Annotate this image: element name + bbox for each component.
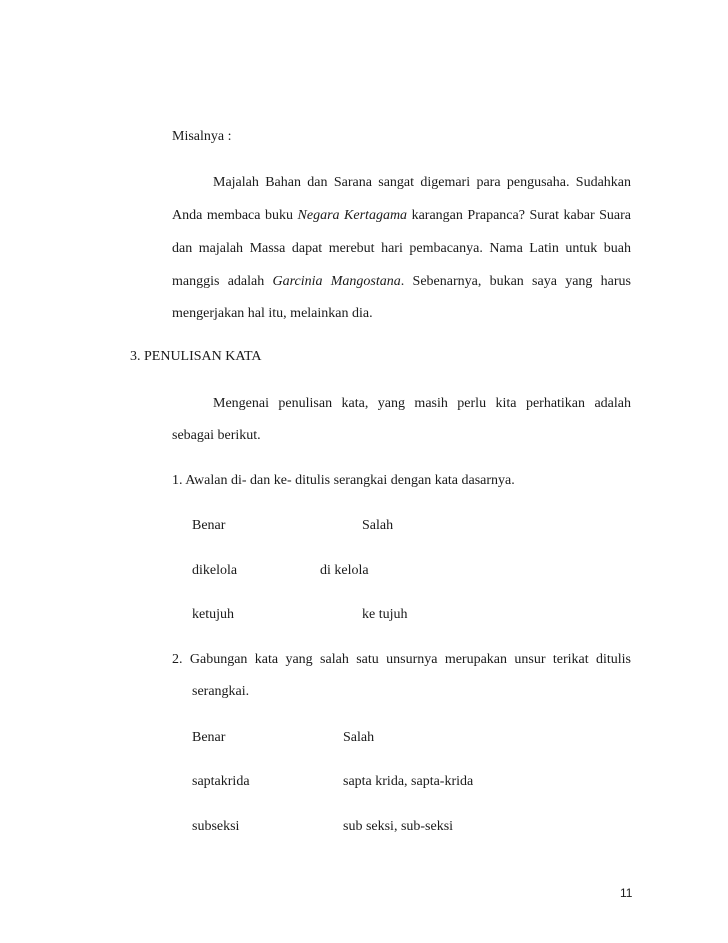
item2-row1-salah: sapta krida, sapta-krida: [343, 774, 474, 789]
item1-row1-benar: dikelola: [192, 563, 238, 578]
paragraph1-line1: Majalah Bahan dan Sarana sangat digemari para pengusaha. Sudahkan: [213, 175, 631, 190]
paragraph1-line3: dan majalah Massa dapat merebut hari pembacanya. Nama Latin untuk buah: [172, 241, 631, 256]
section3-intro-line1: Mengenai penulisan kata, yang masih perlu kita perhatikan adalah: [213, 396, 631, 411]
item2-header-benar: Benar: [192, 730, 226, 745]
item2-text-line1: 2. Gabungan kata yang salah satu unsurnya merupakan unsur terikat ditulis: [172, 652, 631, 667]
paragraph1-line5: mengerjakan hal itu, melainkan dia.: [172, 306, 373, 321]
item1-row2-benar: ketujuh: [192, 607, 234, 622]
paragraph1-line4: manggis adalah Garcinia Mangostana. Sebenarnya, bukan saya yang harus: [172, 274, 631, 289]
item2-header-salah: Salah: [343, 730, 375, 745]
item2-row2-benar: subseksi: [192, 819, 240, 834]
paragraph1-line2: Anda membaca buku Negara Kertagama karangan Prapanca? Surat kabar Suara: [172, 208, 632, 223]
page-number: 11: [620, 886, 633, 900]
item2-row1-benar: saptakrida: [192, 774, 250, 789]
item2-row2-salah: sub seksi, sub-seksi: [343, 819, 454, 834]
section3-heading: 3. PENULISAN KATA: [130, 349, 262, 364]
book-title: Negara Kertagama: [297, 208, 408, 223]
item2-text-line2: serangkai.: [192, 684, 250, 699]
latin-name: Garcinia Mangostana: [272, 274, 401, 289]
item1-header-salah: Salah: [362, 518, 394, 533]
item1-row1-salah: di kelola: [320, 563, 369, 578]
item1-header-benar: Benar: [192, 518, 226, 533]
section3-intro-line2: sebagai berikut.: [172, 428, 261, 443]
example-heading: Misalnya :: [172, 129, 232, 144]
item1-row2-salah: ke tujuh: [362, 607, 408, 622]
item1-text: 1. Awalan di- dan ke- ditulis serangkai dengan kata dasarnya.: [172, 473, 515, 488]
